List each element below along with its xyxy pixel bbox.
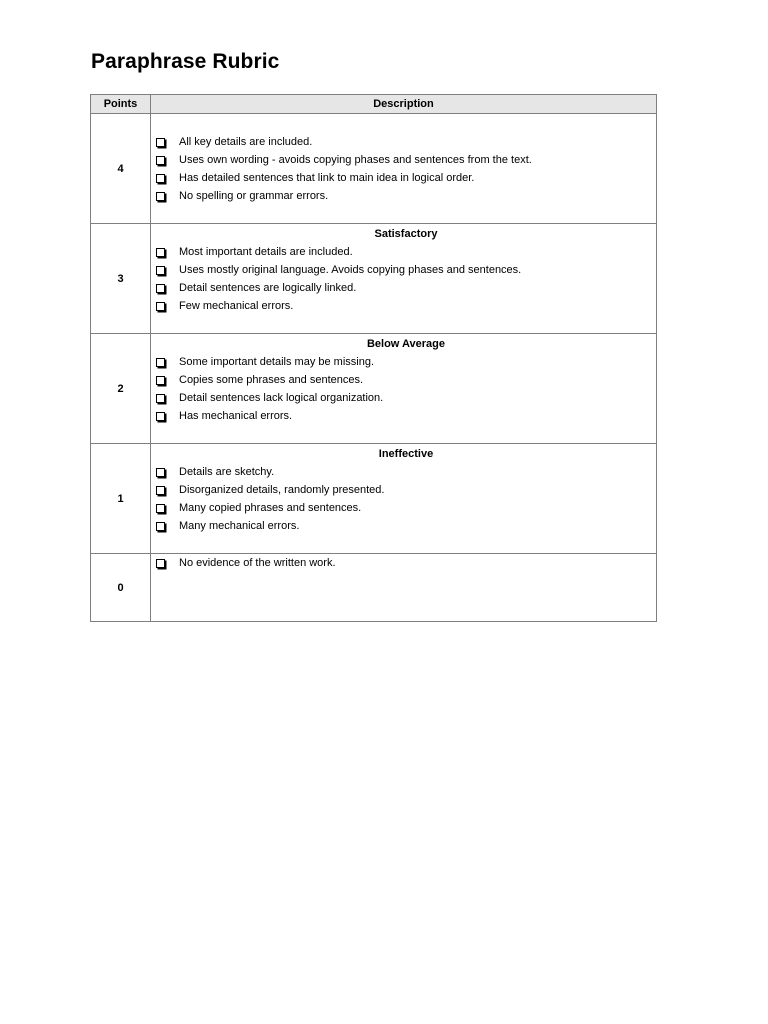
criterion-text: Detail sentences lack logical organization. <box>179 392 384 404</box>
criteria-list <box>156 554 656 572</box>
criterion-text: Some important details may be missing. <box>179 356 375 368</box>
level-label: Satisfactory <box>374 228 438 240</box>
checkbox-icon <box>156 248 165 257</box>
criterion-item <box>156 187 656 205</box>
criterion-item <box>156 297 656 315</box>
checkbox-icon <box>156 284 165 293</box>
checkbox-icon <box>156 468 165 477</box>
table-header-row <box>91 95 657 114</box>
description-cell <box>151 334 657 444</box>
criterion-item <box>156 133 656 151</box>
criterion-text: Copies some phrases and sentences. <box>179 374 364 386</box>
criterion-item <box>156 481 656 499</box>
description-cell <box>151 114 657 224</box>
criterion-text: Detail sentences are logically linked. <box>179 282 357 294</box>
points-value: 2 <box>91 334 151 444</box>
description-cell <box>151 224 657 334</box>
criterion-text: Uses mostly original language. Avoids copying phases and sentences. <box>179 264 522 276</box>
checkbox-icon <box>156 486 165 495</box>
rubric-row-1 <box>91 444 657 554</box>
criterion-text: Most important details are included. <box>179 246 353 258</box>
points-value: 3 <box>91 224 151 334</box>
criterion-item <box>156 371 656 389</box>
checkbox-icon <box>156 559 165 568</box>
points-value: 4 <box>91 114 151 224</box>
criterion-item <box>156 463 656 481</box>
criterion-text: Has mechanical errors. <box>179 410 293 422</box>
checkbox-icon <box>156 174 165 183</box>
criterion-text: Details are sketchy. <box>179 466 275 478</box>
points-column-header: Points <box>91 95 151 114</box>
criterion-item <box>156 353 656 371</box>
rubric-row-0 <box>91 554 657 622</box>
points-value: 0 <box>91 554 151 622</box>
criterion-text: Many mechanical errors. <box>179 520 300 532</box>
points-value: 1 <box>91 444 151 554</box>
criterion-text: Uses own wording - avoids copying phases and sentences from the text. <box>179 154 532 166</box>
checkbox-icon <box>156 522 165 531</box>
page-title: Paraphrase Rubric <box>91 50 280 73</box>
criteria-list <box>156 243 656 315</box>
criterion-item <box>156 499 656 517</box>
checkbox-icon <box>156 156 165 165</box>
checkbox-icon <box>156 394 165 403</box>
rubric-table <box>90 94 657 622</box>
criterion-text: Has detailed sentences that link to main idea in logical order. <box>179 172 475 184</box>
rubric-row-2 <box>91 334 657 444</box>
criterion-item <box>156 517 656 535</box>
criteria-list <box>156 133 656 205</box>
criterion-item <box>156 407 656 425</box>
checkbox-icon <box>156 504 165 513</box>
description-cell <box>151 554 657 622</box>
checkbox-icon <box>156 376 165 385</box>
checkbox-icon <box>156 358 165 367</box>
criterion-text: Many copied phrases and sentences. <box>179 502 362 514</box>
criterion-item <box>156 554 656 572</box>
criterion-item <box>156 279 656 297</box>
criterion-item <box>156 243 656 261</box>
criterion-item <box>156 169 656 187</box>
criteria-list <box>156 353 656 425</box>
criterion-text: All key details are included. <box>179 136 313 148</box>
level-label: Below Average <box>366 338 446 350</box>
criterion-text: No evidence of the written work. <box>179 557 336 569</box>
level-label: Ineffective <box>378 448 434 460</box>
checkbox-icon <box>156 302 165 311</box>
checkbox-icon <box>156 412 165 421</box>
criterion-text: Few mechanical errors. <box>179 300 294 312</box>
checkbox-icon <box>156 192 165 201</box>
criterion-item <box>156 261 656 279</box>
criterion-item <box>156 389 656 407</box>
description-column-header: Description <box>151 95 657 114</box>
description-cell <box>151 444 657 554</box>
criteria-list <box>156 463 656 535</box>
rubric-row-3 <box>91 224 657 334</box>
criterion-item <box>156 151 656 169</box>
criterion-text: No spelling or grammar errors. <box>179 190 329 202</box>
level-label-spacer <box>156 114 656 133</box>
criterion-text: Disorganized details, randomly presented. <box>179 484 385 496</box>
checkbox-icon <box>156 266 165 275</box>
rubric-row-4 <box>91 114 657 224</box>
checkbox-icon <box>156 138 165 147</box>
